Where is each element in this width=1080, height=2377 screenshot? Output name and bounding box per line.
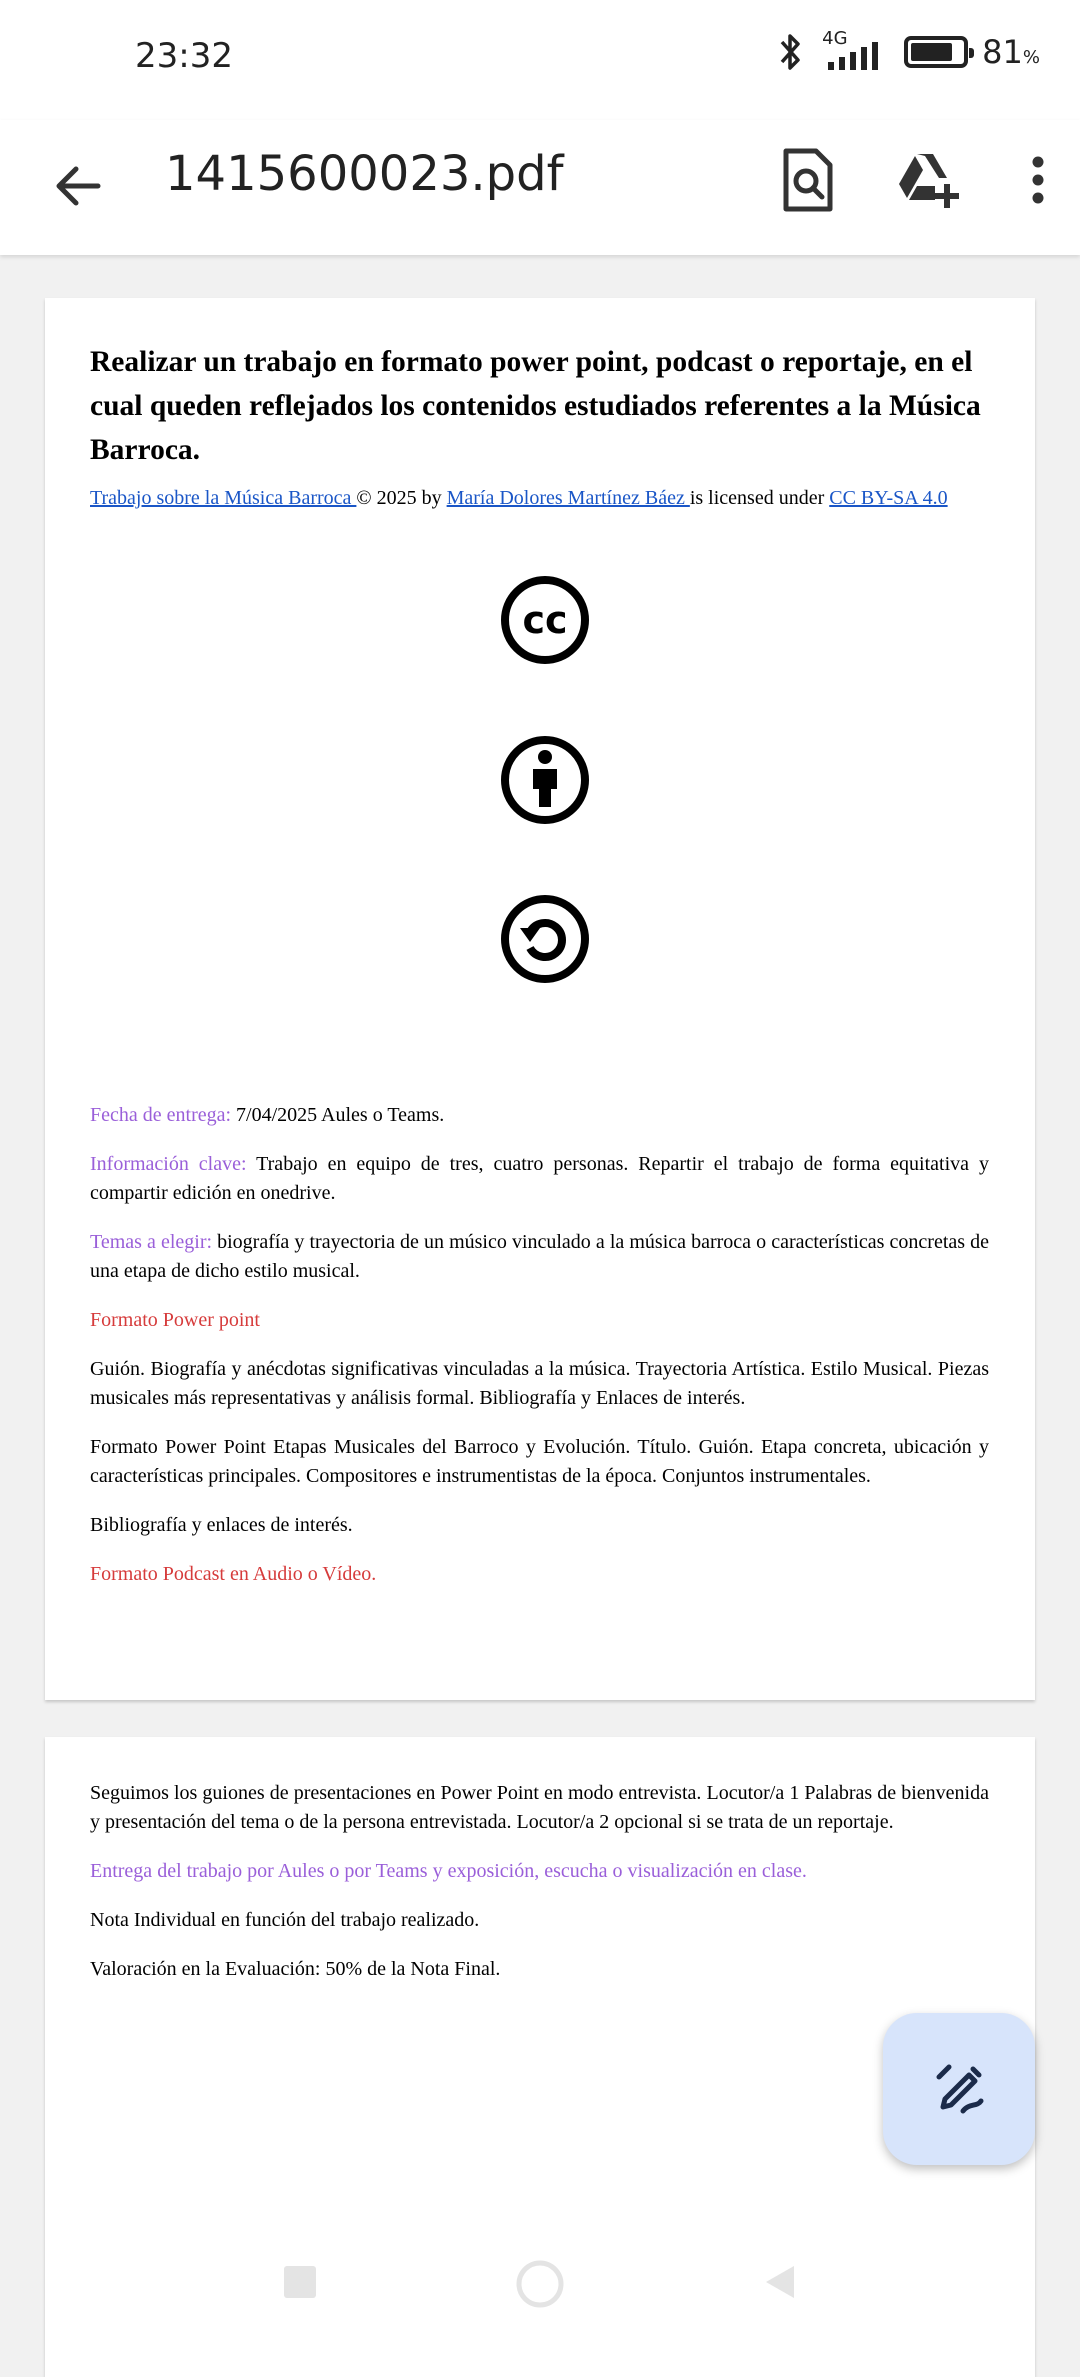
svg-text:cc: cc bbox=[522, 598, 568, 642]
signal-icon bbox=[820, 30, 890, 74]
edit-fab-button[interactable] bbox=[883, 2013, 1035, 2165]
app-bar bbox=[0, 120, 1080, 255]
battery-percent-unit: % bbox=[1022, 47, 1040, 68]
by-icon bbox=[500, 735, 590, 825]
find-in-document-button[interactable] bbox=[768, 140, 848, 220]
battery-percent bbox=[982, 33, 1040, 71]
more-vert-icon bbox=[1030, 155, 1046, 205]
cc-icon bbox=[500, 575, 590, 665]
fecha-label: Fecha de entrega: bbox=[90, 1104, 232, 1126]
license-copyright: © 2025 by bbox=[356, 487, 447, 509]
temas-value: biografía y trayectoria de un músico vinculado a la música barroca o características concretas de una etapa de dicho estilo musical. bbox=[90, 1231, 989, 1282]
nota-individual-paragraph: Nota Individual en función del trabajo realizado. bbox=[90, 1909, 480, 1931]
search-document-icon bbox=[780, 147, 836, 213]
back-triangle-icon[interactable] bbox=[760, 2262, 800, 2302]
back-arrow-icon[interactable] bbox=[48, 156, 108, 216]
status-icons bbox=[776, 30, 1040, 74]
sa-icon bbox=[500, 894, 590, 984]
info-label: Información clave: bbox=[90, 1153, 247, 1175]
valoracion-paragraph: Valoración en la Evaluación: 50% de la Nota Final. bbox=[90, 1958, 501, 1980]
battery-icon bbox=[904, 36, 968, 68]
bluetooth-icon bbox=[776, 30, 806, 74]
license-link[interactable]: CC BY-SA 4.0 bbox=[829, 487, 948, 509]
status-bar bbox=[0, 0, 1080, 120]
more-options-button[interactable] bbox=[1008, 140, 1068, 220]
formato-power-point-paragraph: Formato Power Point Etapas Musicales del Barroco y Evolución. Título. Guión. Etapa concreta, ubicación y características principales. Compositores e instrumentistas de la época. Conjuntos instrumentales. bbox=[90, 1436, 989, 1487]
work-link[interactable]: Trabajo sobre la Música Barroca bbox=[90, 487, 357, 509]
formato-podcast-heading: Formato Podcast en Audio o Vídeo. bbox=[90, 1563, 377, 1585]
entrega-paragraph: Entrega del trabajo por Aules o por Teams y exposición, escucha o visualización en clase. bbox=[90, 1860, 807, 1882]
home-circle-icon[interactable] bbox=[514, 2258, 566, 2310]
drive-add-icon bbox=[895, 150, 961, 210]
navigation-bar bbox=[0, 2240, 1080, 2340]
formato-power-point-heading: Formato Power point bbox=[90, 1309, 260, 1331]
document-title: 1415600023.pdf bbox=[165, 146, 564, 202]
informacion-clave bbox=[90, 1150, 989, 1208]
temas-elegir bbox=[90, 1228, 989, 1286]
guion-paragraph: Guión. Biografía y anécdotas significativas vinculadas a la música. Trayectoria Artística. Estilo Musical. Piezas musicales más representativas y análisis formal. Bibliografía y Enlaces de interés. bbox=[90, 1358, 989, 1409]
seguimos-paragraph: Seguimos los guiones de presentaciones en Power Point en modo entrevista. Locutor/a 1 Palabras de bienvenida y presentación del tema o de la persona entrevistada. Locutor/a 2 opcional si se trata de un reportaje. bbox=[90, 1782, 989, 1833]
network-type: 4G bbox=[822, 28, 848, 49]
status-time: 23:32 bbox=[135, 36, 233, 76]
recents-square-icon[interactable] bbox=[280, 2262, 320, 2302]
fecha-entrega bbox=[90, 1101, 989, 1130]
pdf-page-1 bbox=[45, 298, 1035, 1700]
info-value: Trabajo en equipo de tres, cuatro personas. Repartir el trabajo de forma equitativa y compartir edición en onedrive. bbox=[90, 1153, 989, 1204]
license-text: is licensed under bbox=[689, 487, 830, 509]
battery-percent-value: 81 bbox=[982, 33, 1023, 71]
document-heading: Realizar un trabajo en formato power point, podcast o reportaje, en el cual queden reflejados los contenidos estudiados referentes a la Música Barroca. bbox=[90, 346, 981, 466]
license-line bbox=[90, 484, 989, 513]
save-to-drive-button[interactable] bbox=[888, 140, 968, 220]
author-link[interactable]: María Dolores Martínez Báez bbox=[446, 487, 690, 509]
battery-fill bbox=[911, 43, 952, 61]
fecha-value: 7/04/2025 Aules o Teams. bbox=[231, 1104, 445, 1126]
edit-pen-icon bbox=[927, 2057, 991, 2121]
bibliografia-paragraph: Bibliografía y enlaces de interés. bbox=[90, 1514, 353, 1536]
temas-label: Temas a elegir: bbox=[90, 1231, 213, 1253]
